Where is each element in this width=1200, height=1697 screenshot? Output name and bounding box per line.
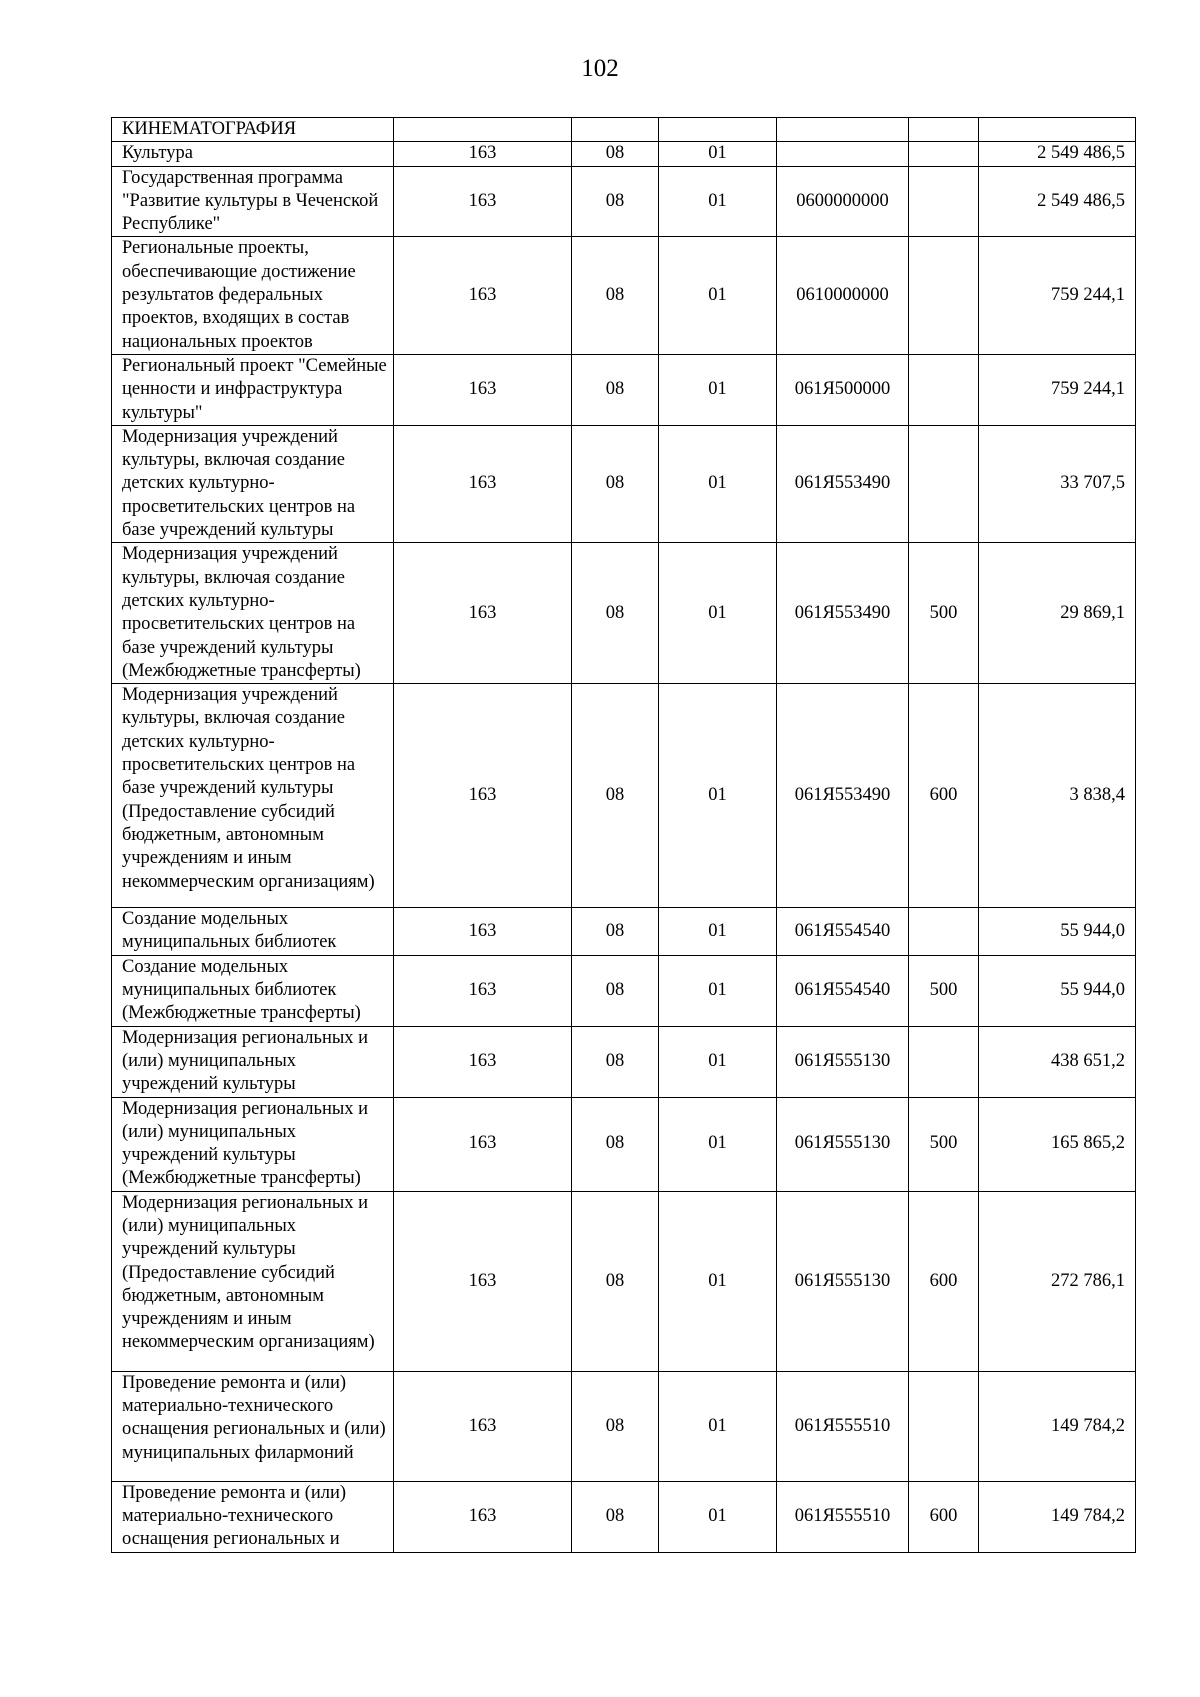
amount-cell: 272 786,1	[979, 1191, 1136, 1371]
subsection-code-cell: 01	[659, 1097, 777, 1191]
ministry-code-cell: 163	[394, 1191, 572, 1371]
section-code-cell: 08	[572, 1097, 659, 1191]
subsection-code-cell: 01	[659, 425, 777, 542]
ministry-code-cell: 163	[394, 543, 572, 684]
row-name-cell: Проведение ремонта и (или) материально-технического оснащения региональных и	[112, 1481, 394, 1552]
amount-cell: 759 244,1	[979, 237, 1136, 354]
row-name-cell: Создание модельных муниципальных библиотек (Межбюджетные трансферты)	[112, 955, 394, 1026]
amount-cell: 3 838,4	[979, 684, 1136, 908]
row-name-cell: Модернизация учреждений культуры, включая создание детских культурно-просветительских центров на базе учреждений культуры	[112, 425, 394, 542]
target-article-cell: 0600000000	[777, 166, 909, 237]
amount-cell: 438 651,2	[979, 1026, 1136, 1097]
section-code-cell: 08	[572, 354, 659, 425]
subsection-code-cell: 01	[659, 1191, 777, 1371]
subsection-code-cell: 01	[659, 955, 777, 1026]
row-name-cell: КИНЕМАТОГРАФИЯ	[112, 118, 394, 142]
table-row	[112, 118, 1136, 142]
expense-type-cell	[909, 354, 979, 425]
ministry-code-cell: 163	[394, 1371, 572, 1481]
amount-cell: 149 784,2	[979, 1481, 1136, 1552]
ministry-code-cell: 163	[394, 425, 572, 542]
subsection-code-cell: 01	[659, 1481, 777, 1552]
table-row	[112, 1371, 1136, 1481]
row-name-cell: Модернизация учреждений культуры, включая создание детских культурно-просветительских центров на базе учреждений культуры (Предоставление субсидий бюджетным, автономным учреждениям и иным некоммерческим организациям)	[112, 684, 394, 908]
page-number: 102	[581, 55, 619, 82]
section-code-cell: 08	[572, 684, 659, 908]
target-article-cell: 061Я553490	[777, 543, 909, 684]
target-article-cell	[777, 142, 909, 166]
subsection-code-cell: 01	[659, 237, 777, 354]
table-row	[112, 543, 1136, 684]
table-row	[112, 1481, 1136, 1552]
ministry-code-cell: 163	[394, 955, 572, 1026]
amount-cell: 29 869,1	[979, 543, 1136, 684]
row-name-cell: Культура	[112, 142, 394, 166]
table-row	[112, 1026, 1136, 1097]
section-code-cell: 08	[572, 237, 659, 354]
table-row	[112, 955, 1136, 1026]
amount-cell: 759 244,1	[979, 354, 1136, 425]
row-name-cell: Модернизация региональных и (или) муниципальных учреждений культуры	[112, 1026, 394, 1097]
row-name-cell: Проведение ремонта и (или) материально-технического оснащения региональных и (или) муниципальных филармоний	[112, 1371, 394, 1481]
target-article-cell: 061Я555510	[777, 1371, 909, 1481]
table-row	[112, 142, 1136, 166]
expense-type-cell	[909, 142, 979, 166]
amount-cell: 2 549 486,5	[979, 142, 1136, 166]
subsection-code-cell: 01	[659, 684, 777, 908]
amount-cell: 165 865,2	[979, 1097, 1136, 1191]
table-row	[112, 354, 1136, 425]
amount-cell: 55 944,0	[979, 955, 1136, 1026]
ministry-code-cell: 163	[394, 1026, 572, 1097]
row-name-cell: Модернизация учреждений культуры, включая создание детских культурно-просветительских центров на базе учреждений культуры (Межбюджетные трансферты)	[112, 543, 394, 684]
amount-cell: 149 784,2	[979, 1371, 1136, 1481]
expense-type-cell: 600	[909, 1481, 979, 1552]
section-code-cell: 08	[572, 1481, 659, 1552]
subsection-code-cell: 01	[659, 166, 777, 237]
table-row	[112, 1097, 1136, 1191]
expense-type-cell	[909, 425, 979, 542]
row-name-cell: Модернизация региональных и (или) муниципальных учреждений культуры (Межбюджетные трансферты)	[112, 1097, 394, 1191]
amount-cell: 33 707,5	[979, 425, 1136, 542]
target-article-cell: 061Я555130	[777, 1191, 909, 1371]
target-article-cell: 061Я500000	[777, 354, 909, 425]
table-row	[112, 684, 1136, 908]
ministry-code-cell: 163	[394, 354, 572, 425]
expense-type-cell	[909, 908, 979, 956]
table-row	[112, 1191, 1136, 1371]
section-code-cell: 08	[572, 1371, 659, 1481]
section-code-cell: 08	[572, 955, 659, 1026]
expense-type-cell: 500	[909, 955, 979, 1026]
row-name-cell: Региональные проекты, обеспечивающие достижение результатов федеральных проектов, входящих в состав национальных проектов	[112, 237, 394, 354]
target-article-cell: 061Я553490	[777, 684, 909, 908]
target-article-cell: 061Я553490	[777, 425, 909, 542]
target-article-cell: 061Я554540	[777, 955, 909, 1026]
amount-cell: 2 549 486,5	[979, 166, 1136, 237]
ministry-code-cell: 163	[394, 908, 572, 956]
expense-type-cell	[909, 237, 979, 354]
subsection-code-cell: 01	[659, 1026, 777, 1097]
ministry-code-cell: 163	[394, 1481, 572, 1552]
target-article-cell: 0610000000	[777, 237, 909, 354]
table-row	[112, 908, 1136, 956]
ministry-code-cell: 163	[394, 166, 572, 237]
target-article-cell: 061Я555130	[777, 1097, 909, 1191]
ministry-code-cell: 163	[394, 237, 572, 354]
amount-cell	[979, 118, 1136, 142]
subsection-code-cell: 01	[659, 543, 777, 684]
row-name-cell: Региональный проект "Семейные ценности и инфраструктура культуры"	[112, 354, 394, 425]
table-row	[112, 166, 1136, 237]
target-article-cell: 061Я554540	[777, 908, 909, 956]
target-article-cell: 061Я555510	[777, 1481, 909, 1552]
ministry-code-cell: 163	[394, 142, 572, 166]
target-article-cell	[777, 118, 909, 142]
table-row	[112, 425, 1136, 542]
section-code-cell: 08	[572, 166, 659, 237]
expense-type-cell: 600	[909, 684, 979, 908]
expense-type-cell	[909, 118, 979, 142]
table-body	[112, 118, 1136, 1553]
expense-type-cell	[909, 1026, 979, 1097]
section-code-cell: 08	[572, 543, 659, 684]
subsection-code-cell: 01	[659, 142, 777, 166]
section-code-cell: 08	[572, 908, 659, 956]
subsection-code-cell: 01	[659, 908, 777, 956]
expense-type-cell: 600	[909, 1191, 979, 1371]
table-row	[112, 237, 1136, 354]
budget-table	[111, 117, 1136, 1553]
subsection-code-cell	[659, 118, 777, 142]
subsection-code-cell: 01	[659, 1371, 777, 1481]
row-name-cell: Создание модельных муниципальных библиотек	[112, 908, 394, 956]
expense-type-cell	[909, 166, 979, 237]
subsection-code-cell: 01	[659, 354, 777, 425]
expense-type-cell: 500	[909, 1097, 979, 1191]
ministry-code-cell: 163	[394, 1097, 572, 1191]
section-code-cell	[572, 118, 659, 142]
section-code-cell: 08	[572, 1191, 659, 1371]
expense-type-cell	[909, 1371, 979, 1481]
row-name-cell: Модернизация региональных и (или) муниципальных учреждений культуры (Предоставление субсидий бюджетным, автономным учреждениям и иным некоммерческим организациям)	[112, 1191, 394, 1371]
section-code-cell: 08	[572, 1026, 659, 1097]
target-article-cell: 061Я555130	[777, 1026, 909, 1097]
ministry-code-cell: 163	[394, 684, 572, 908]
section-code-cell: 08	[572, 425, 659, 542]
amount-cell: 55 944,0	[979, 908, 1136, 956]
ministry-code-cell	[394, 118, 572, 142]
row-name-cell: Государственная программа "Развитие культуры в Чеченской Республике"	[112, 166, 394, 237]
expense-type-cell: 500	[909, 543, 979, 684]
section-code-cell: 08	[572, 142, 659, 166]
